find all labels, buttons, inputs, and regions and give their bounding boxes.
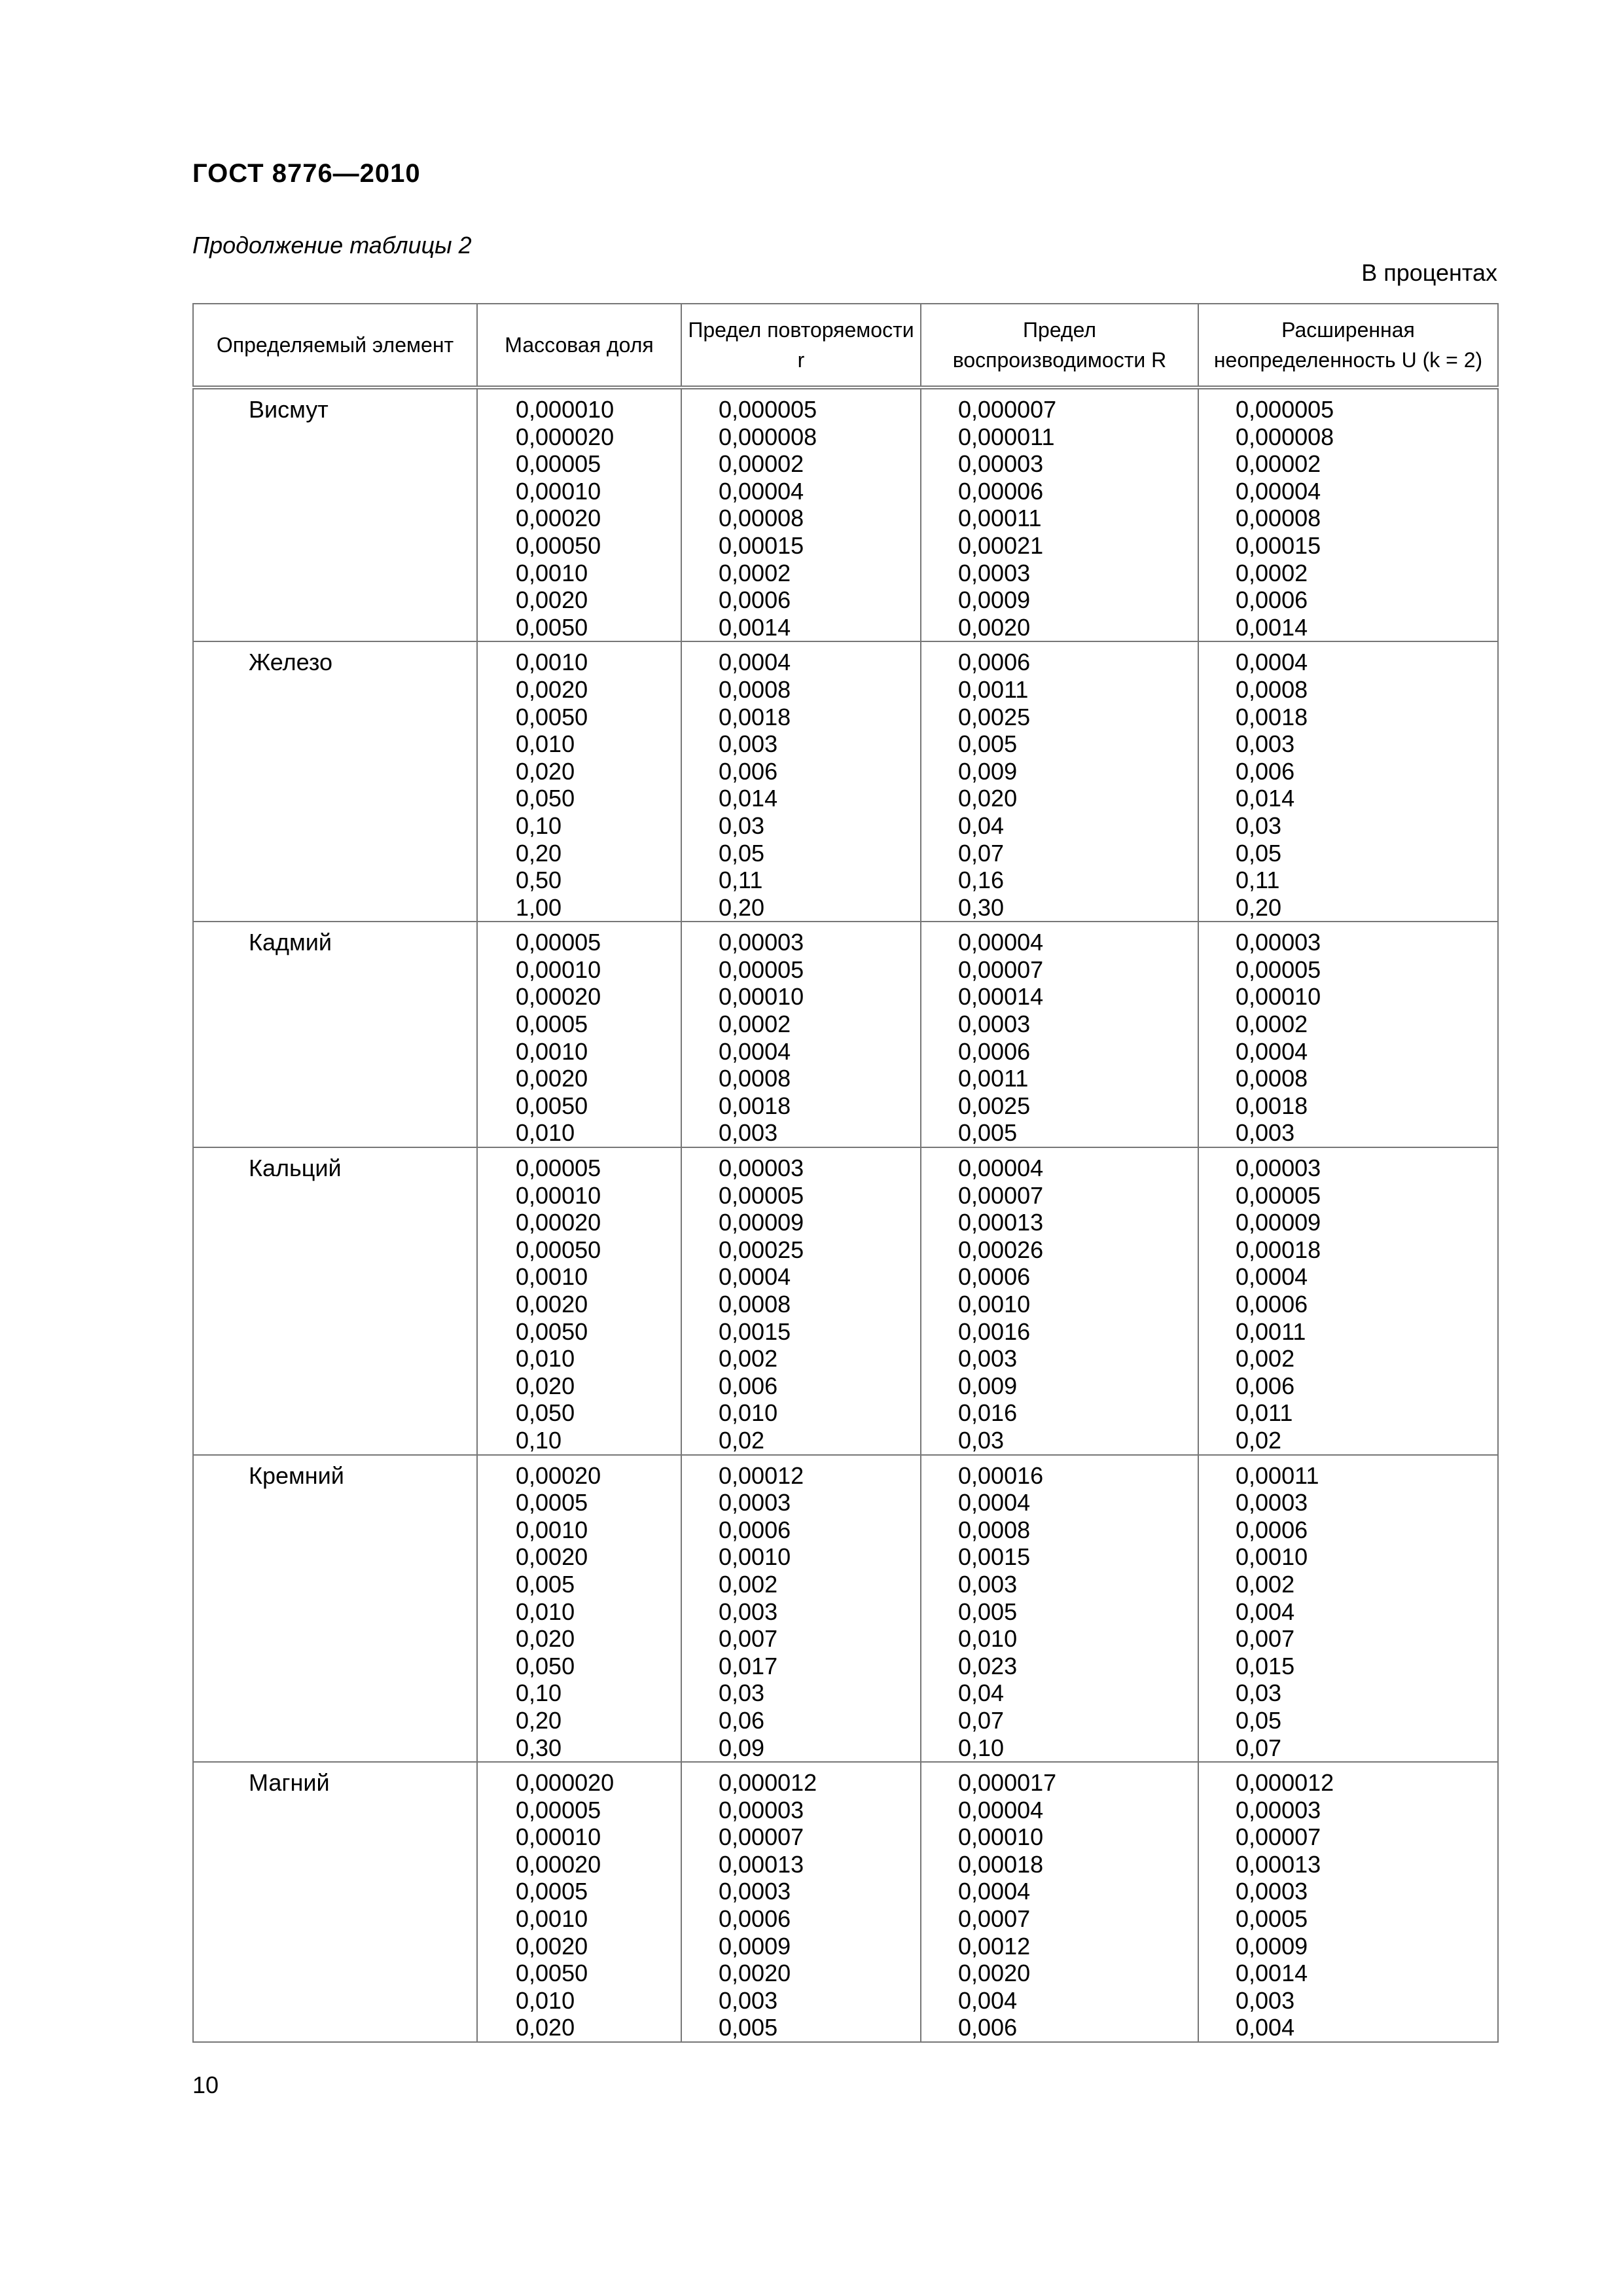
table-header-row: [193, 304, 1498, 387]
reproducibility-limit-value: 0,0025: [958, 1092, 1031, 1119]
repeatability-limit-value: 0,0004: [719, 1037, 791, 1065]
repeatability-limit-value: 0,0018: [719, 703, 791, 730]
mass-fraction-value: 0,00050: [516, 531, 601, 559]
reproducibility-limit-value: 0,00004: [958, 1155, 1044, 1182]
mass-fraction-value: 0,000020: [516, 423, 615, 450]
mass-fraction-value: 0,00005: [516, 450, 601, 478]
page-number: 10: [192, 2072, 219, 2098]
mass-fraction-value: 0,50: [516, 867, 562, 894]
expanded-uncertainty-value: 0,006: [1236, 757, 1295, 785]
units-note: В процентах: [1361, 259, 1497, 286]
mass-fraction-value: 0,0050: [516, 1092, 588, 1119]
mass-fraction-cell: [477, 1762, 681, 2042]
expanded-uncertainty-value: 0,002: [1236, 1345, 1295, 1372]
repeatability-limit-value: 0,003: [719, 1119, 778, 1147]
expanded-uncertainty-value: 0,00018: [1236, 1236, 1321, 1263]
mass-fraction-value: 0,0010: [516, 559, 588, 586]
mass-fraction-cell: [477, 922, 681, 1147]
reproducibility-limit-value: 0,07: [958, 1706, 1005, 1734]
repeatability-limit-value: 0,002: [719, 1345, 778, 1372]
mass-fraction-value: 0,010: [516, 1986, 575, 2014]
repeatability-limit-value: 0,006: [719, 1372, 778, 1399]
mass-fraction-value: 0,00020: [516, 983, 601, 1011]
mass-fraction-value: 0,020: [516, 2014, 575, 2041]
mass-fraction-value: 0,00010: [516, 477, 601, 505]
repeatability-limit-value: 0,00013: [719, 1850, 804, 1878]
element-name-cell: [193, 387, 477, 641]
mass-fraction-value: 0,000020: [516, 1769, 615, 1797]
expanded-uncertainty-value: 0,00004: [1236, 477, 1321, 505]
mass-fraction-value: 0,00005: [516, 1155, 601, 1182]
table-caption: Продолжение таблицы 2: [192, 232, 472, 259]
reproducibility-limit-value: 0,00016: [958, 1462, 1044, 1489]
expanded-uncertainty-value: 0,00003: [1236, 929, 1321, 956]
expanded-uncertainty-value: 0,000008: [1236, 423, 1334, 450]
mass-fraction-value: 0,00020: [516, 505, 601, 532]
repeatability-limit-value: 0,00008: [719, 505, 804, 532]
reproducibility-limit-value: 0,30: [958, 893, 1005, 921]
repeatability-limit-value: 0,000012: [719, 1769, 817, 1797]
expanded-uncertainty-value: 0,05: [1236, 1706, 1282, 1734]
mass-fraction-value: 0,000010: [516, 396, 615, 423]
repeatability-limit-cell: [681, 387, 921, 641]
reproducibility-limit-value: 0,0012: [958, 1932, 1031, 1960]
reproducibility-limit-value: 0,003: [958, 1345, 1018, 1372]
mass-fraction-value: 0,010: [516, 1119, 575, 1147]
expanded-uncertainty-value: 0,00015: [1236, 531, 1321, 559]
mass-fraction-cell: [477, 641, 681, 922]
repeatability-limit-value: 0,002: [719, 1570, 778, 1598]
expanded-uncertainty-value: 0,0005: [1236, 1905, 1308, 1933]
repeatability-limit-value: 0,00003: [719, 929, 804, 956]
mass-fraction-value: 0,020: [516, 1625, 575, 1653]
expanded-uncertainty-value: 0,0002: [1236, 1011, 1308, 1038]
reproducibility-limit-value: 0,00013: [958, 1209, 1044, 1236]
expanded-uncertainty-value: 0,007: [1236, 1625, 1295, 1653]
reproducibility-limit-value: 0,020: [958, 785, 1018, 812]
reproducibility-limit-value: 0,0025: [958, 703, 1031, 730]
column-header-repeatability: Предел повторяемости r: [681, 304, 921, 387]
expanded-uncertainty-value: 0,00008: [1236, 505, 1321, 532]
reproducibility-limit-value: 0,00021: [958, 531, 1044, 559]
expanded-uncertainty-value: 0,0002: [1236, 559, 1308, 586]
expanded-uncertainty-value: 0,00003: [1236, 1796, 1321, 1823]
repeatability-limit-value: 0,0008: [719, 1291, 791, 1318]
mass-fraction-value: 0,10: [516, 1426, 562, 1454]
expanded-uncertainty-value: 0,02: [1236, 1426, 1282, 1454]
repeatability-limit-value: 0,0015: [719, 1318, 791, 1345]
column-header-mass: Массовая доля: [477, 304, 681, 387]
column-header-reproducibility: Предел воспроизводимости R: [921, 304, 1198, 387]
repeatability-limit-value: 0,20: [719, 893, 765, 921]
expanded-uncertainty-value: 0,07: [1236, 1734, 1282, 1761]
expanded-uncertainty-value: 0,003: [1236, 1986, 1295, 2014]
expanded-uncertainty-value: 0,03: [1236, 812, 1282, 839]
mass-fraction-value: 0,00010: [516, 1823, 601, 1851]
repeatability-limit-value: 0,007: [719, 1625, 778, 1653]
reproducibility-limit-value: 0,04: [958, 812, 1005, 839]
expanded-uncertainty-value: 0,011: [1236, 1399, 1293, 1427]
data-table: [192, 303, 1499, 2043]
expanded-uncertainty-value: 0,05: [1236, 839, 1282, 867]
reproducibility-limit-value: 0,000017: [958, 1769, 1057, 1797]
reproducibility-limit-value: 0,00026: [958, 1236, 1044, 1263]
repeatability-limit-value: 0,00010: [719, 983, 804, 1011]
mass-fraction-value: 0,050: [516, 1652, 575, 1679]
reproducibility-limit-cell: [921, 1455, 1198, 1763]
repeatability-limit-value: 0,010: [719, 1399, 778, 1427]
expanded-uncertainty-value: 0,0004: [1236, 1037, 1308, 1065]
repeatability-limit-value: 0,00007: [719, 1823, 804, 1851]
mass-fraction-value: 0,10: [516, 1679, 562, 1707]
mass-fraction-value: 0,0020: [516, 1291, 588, 1318]
mass-fraction-value: 0,010: [516, 1345, 575, 1372]
expanded-uncertainty-value: 0,004: [1236, 1598, 1295, 1625]
reproducibility-limit-value: 0,0010: [958, 1291, 1031, 1318]
expanded-uncertainty-value: 0,00011: [1236, 1462, 1319, 1489]
document-code: ГОСТ 8776—2010: [192, 159, 421, 188]
table-row: [193, 922, 1498, 1147]
repeatability-limit-value: 0,05: [719, 839, 765, 867]
repeatability-limit-value: 0,0006: [719, 586, 791, 614]
reproducibility-limit-value: 0,0008: [958, 1516, 1031, 1543]
expanded-uncertainty-value: 0,0006: [1236, 1291, 1308, 1318]
mass-fraction-value: 0,20: [516, 1706, 562, 1734]
reproducibility-limit-value: 0,00011: [958, 505, 1042, 532]
repeatability-limit-cell: [681, 922, 921, 1147]
expanded-uncertainty-value: 0,0008: [1236, 675, 1308, 703]
column-header-element: Определяемый элемент: [193, 304, 477, 387]
expanded-uncertainty-value: 0,0018: [1236, 703, 1308, 730]
mass-fraction-value: 0,00050: [516, 1236, 601, 1263]
reproducibility-limit-value: 0,010: [958, 1625, 1018, 1653]
reproducibility-limit-value: 0,00014: [958, 983, 1044, 1011]
expanded-uncertainty-value: 0,003: [1236, 1119, 1295, 1147]
repeatability-limit-value: 0,003: [719, 1598, 778, 1625]
mass-fraction-value: 0,0010: [516, 1037, 588, 1065]
reproducibility-limit-value: 0,16: [958, 867, 1005, 894]
repeatability-limit-value: 0,003: [719, 730, 778, 758]
mass-fraction-cell: [477, 1147, 681, 1455]
reproducibility-limit-value: 0,0006: [958, 1037, 1031, 1065]
repeatability-limit-value: 0,09: [719, 1734, 765, 1761]
mass-fraction-cell: [477, 387, 681, 641]
repeatability-limit-value: 0,00004: [719, 477, 804, 505]
repeatability-limit-value: 0,0002: [719, 1011, 791, 1038]
expanded-uncertainty-cell: [1198, 1762, 1498, 2042]
expanded-uncertainty-value: 0,0004: [1236, 649, 1308, 676]
expanded-uncertainty-value: 0,0014: [1236, 613, 1308, 641]
reproducibility-limit-value: 0,0006: [958, 1263, 1031, 1291]
reproducibility-limit-value: 0,0004: [958, 1489, 1031, 1516]
expanded-uncertainty-value: 0,0009: [1236, 1932, 1308, 1960]
repeatability-limit-value: 0,03: [719, 812, 765, 839]
table-row: [193, 387, 1498, 641]
repeatability-limit-value: 0,0014: [719, 613, 791, 641]
mass-fraction-value: 0,020: [516, 757, 575, 785]
repeatability-limit-value: 0,00003: [719, 1155, 804, 1182]
reproducibility-limit-value: 0,03: [958, 1426, 1005, 1454]
expanded-uncertainty-value: 0,0008: [1236, 1065, 1308, 1092]
mass-fraction-value: 0,0010: [516, 1263, 588, 1291]
table-body: [193, 387, 1498, 2042]
expanded-uncertainty-cell: [1198, 1455, 1498, 1763]
expanded-uncertainty-value: 0,0010: [1236, 1543, 1308, 1571]
mass-fraction-value: 0,0050: [516, 1960, 588, 1987]
repeatability-limit-value: 0,00025: [719, 1236, 804, 1263]
mass-fraction-cell: [477, 1455, 681, 1763]
reproducibility-limit-cell: [921, 387, 1198, 641]
repeatability-limit-cell: [681, 1762, 921, 2042]
mass-fraction-value: 0,0010: [516, 1516, 588, 1543]
reproducibility-limit-value: 0,000007: [958, 396, 1057, 423]
reproducibility-limit-value: 0,0004: [958, 1878, 1031, 1905]
expanded-uncertainty-value: 0,006: [1236, 1372, 1295, 1399]
reproducibility-limit-value: 0,00003: [958, 450, 1044, 478]
expanded-uncertainty-value: 0,00007: [1236, 1823, 1321, 1851]
reproducibility-limit-value: 0,023: [958, 1652, 1018, 1679]
element-name-cell: [193, 641, 477, 922]
repeatability-limit-value: 0,00009: [719, 1209, 804, 1236]
repeatability-limit-value: 0,00012: [719, 1462, 804, 1489]
repeatability-limit-value: 0,0008: [719, 1065, 791, 1092]
repeatability-limit-value: 0,0020: [719, 1960, 791, 1987]
reproducibility-limit-value: 0,0003: [958, 1011, 1031, 1038]
table-row: [193, 1147, 1498, 1455]
mass-fraction-value: 0,0050: [516, 703, 588, 730]
expanded-uncertainty-value: 0,0004: [1236, 1263, 1308, 1291]
reproducibility-limit-value: 0,00010: [958, 1823, 1044, 1851]
reproducibility-limit-value: 0,004: [958, 1986, 1018, 2014]
expanded-uncertainty-cell: [1198, 387, 1498, 641]
mass-fraction-value: 0,20: [516, 839, 562, 867]
expanded-uncertainty-value: 0,00010: [1236, 983, 1321, 1011]
reproducibility-limit-cell: [921, 1147, 1198, 1455]
expanded-uncertainty-value: 0,00002: [1236, 450, 1321, 478]
reproducibility-limit-value: 0,0007: [958, 1905, 1031, 1933]
expanded-uncertainty-cell: [1198, 922, 1498, 1147]
expanded-uncertainty-value: 0,11: [1236, 867, 1280, 894]
repeatability-limit-value: 0,014: [719, 785, 778, 812]
repeatability-limit-cell: [681, 1455, 921, 1763]
mass-fraction-value: 0,00020: [516, 1209, 601, 1236]
mass-fraction-value: 0,020: [516, 1372, 575, 1399]
reproducibility-limit-value: 0,003: [958, 1570, 1018, 1598]
reproducibility-limit-value: 0,0003: [958, 559, 1031, 586]
reproducibility-limit-value: 0,0020: [958, 1960, 1031, 1987]
mass-fraction-value: 0,050: [516, 1399, 575, 1427]
repeatability-limit-value: 0,0003: [719, 1489, 791, 1516]
expanded-uncertainty-cell: [1198, 641, 1498, 922]
repeatability-limit-value: 0,03: [719, 1679, 765, 1707]
expanded-uncertainty-value: 0,0011: [1236, 1318, 1306, 1345]
reproducibility-limit-value: 0,009: [958, 757, 1018, 785]
element-name-cell: [193, 922, 477, 1147]
mass-fraction-value: 0,00010: [516, 1181, 601, 1209]
element-name: Магний: [249, 1769, 330, 1797]
expanded-uncertainty-value: 0,20: [1236, 893, 1282, 921]
expanded-uncertainty-value: 0,0014: [1236, 1960, 1308, 1987]
expanded-uncertainty-value: 0,004: [1236, 2014, 1295, 2041]
repeatability-limit-value: 0,02: [719, 1426, 765, 1454]
reproducibility-limit-value: 0,00018: [958, 1850, 1044, 1878]
repeatability-limit-value: 0,003: [719, 1986, 778, 2014]
mass-fraction-value: 0,0020: [516, 1932, 588, 1960]
expanded-uncertainty-value: 0,0003: [1236, 1878, 1308, 1905]
repeatability-limit-value: 0,06: [719, 1706, 765, 1734]
mass-fraction-value: 0,0020: [516, 1065, 588, 1092]
reproducibility-limit-cell: [921, 1762, 1198, 2042]
mass-fraction-value: 0,00005: [516, 929, 601, 956]
mass-fraction-value: 0,010: [516, 1598, 575, 1625]
repeatability-limit-value: 0,0006: [719, 1905, 791, 1933]
mass-fraction-value: 0,0005: [516, 1489, 588, 1516]
reproducibility-limit-cell: [921, 922, 1198, 1147]
mass-fraction-value: 0,00010: [516, 956, 601, 983]
repeatability-limit-value: 0,00002: [719, 450, 804, 478]
expanded-uncertainty-value: 0,00013: [1236, 1850, 1321, 1878]
repeatability-limit-value: 0,00015: [719, 531, 804, 559]
expanded-uncertainty-value: 0,014: [1236, 785, 1295, 812]
repeatability-limit-value: 0,0008: [719, 675, 791, 703]
repeatability-limit-value: 0,0006: [719, 1516, 791, 1543]
reproducibility-limit-value: 0,005: [958, 1119, 1018, 1147]
element-name: Кремний: [249, 1462, 344, 1489]
element-name: Железо: [249, 649, 332, 676]
expanded-uncertainty-value: 0,0006: [1236, 586, 1308, 614]
mass-fraction-value: 0,005: [516, 1570, 575, 1598]
expanded-uncertainty-cell: [1198, 1147, 1498, 1455]
reproducibility-limit-value: 0,0011: [958, 675, 1029, 703]
expanded-uncertainty-value: 0,00003: [1236, 1155, 1321, 1182]
table-row: [193, 1455, 1498, 1763]
mass-fraction-value: 0,010: [516, 730, 575, 758]
expanded-uncertainty-value: 0,0003: [1236, 1489, 1308, 1516]
repeatability-limit-value: 0,0004: [719, 1263, 791, 1291]
mass-fraction-value: 0,050: [516, 785, 575, 812]
reproducibility-limit-value: 0,0015: [958, 1543, 1031, 1571]
reproducibility-limit-value: 0,016: [958, 1399, 1018, 1427]
repeatability-limit-value: 0,005: [719, 2014, 778, 2041]
repeatability-limit-value: 0,006: [719, 757, 778, 785]
repeatability-limit-value: 0,0010: [719, 1543, 791, 1571]
mass-fraction-value: 0,00020: [516, 1850, 601, 1878]
reproducibility-limit-value: 0,00007: [958, 1181, 1044, 1209]
expanded-uncertainty-value: 0,002: [1236, 1570, 1295, 1598]
reproducibility-limit-value: 0,0016: [958, 1318, 1031, 1345]
reproducibility-limit-value: 0,0020: [958, 613, 1031, 641]
mass-fraction-value: 0,00020: [516, 1462, 601, 1489]
mass-fraction-value: 0,0010: [516, 1905, 588, 1933]
repeatability-limit-cell: [681, 641, 921, 922]
repeatability-limit-value: 0,11: [719, 867, 763, 894]
expanded-uncertainty-value: 0,00005: [1236, 956, 1321, 983]
repeatability-limit-value: 0,000005: [719, 396, 817, 423]
repeatability-limit-value: 0,0004: [719, 649, 791, 676]
repeatability-limit-value: 0,017: [719, 1652, 778, 1679]
element-name-cell: [193, 1455, 477, 1763]
mass-fraction-value: 0,0005: [516, 1011, 588, 1038]
repeatability-limit-value: 0,0002: [719, 559, 791, 586]
reproducibility-limit-value: 0,006: [958, 2014, 1018, 2041]
table-row: [193, 641, 1498, 922]
element-name: Кадмий: [249, 929, 332, 956]
repeatability-limit-value: 0,0009: [719, 1932, 791, 1960]
repeatability-limit-value: 0,0018: [719, 1092, 791, 1119]
reproducibility-limit-value: 0,0006: [958, 649, 1031, 676]
mass-fraction-value: 0,0020: [516, 675, 588, 703]
reproducibility-limit-value: 0,009: [958, 1372, 1018, 1399]
mass-fraction-value: 1,00: [516, 893, 562, 921]
repeatability-limit-value: 0,00003: [719, 1796, 804, 1823]
expanded-uncertainty-value: 0,03: [1236, 1679, 1282, 1707]
reproducibility-limit-cell: [921, 641, 1198, 922]
mass-fraction-value: 0,0010: [516, 649, 588, 676]
mass-fraction-value: 0,0020: [516, 586, 588, 614]
mass-fraction-value: 0,0005: [516, 1878, 588, 1905]
element-name: Кальций: [249, 1155, 342, 1182]
reproducibility-limit-value: 0,00004: [958, 929, 1044, 956]
repeatability-limit-value: 0,00005: [719, 956, 804, 983]
mass-fraction-value: 0,0050: [516, 613, 588, 641]
expanded-uncertainty-value: 0,0006: [1236, 1516, 1308, 1543]
column-header-uncertainty: Расширенная неопределенность U (k = 2): [1198, 304, 1498, 387]
expanded-uncertainty-value: 0,015: [1236, 1652, 1295, 1679]
reproducibility-limit-value: 0,10: [958, 1734, 1005, 1761]
mass-fraction-value: 0,10: [516, 812, 562, 839]
reproducibility-limit-value: 0,04: [958, 1679, 1005, 1707]
expanded-uncertainty-value: 0,003: [1236, 730, 1295, 758]
repeatability-limit-value: 0,000008: [719, 423, 817, 450]
mass-fraction-value: 0,00005: [516, 1796, 601, 1823]
reproducibility-limit-value: 0,00006: [958, 477, 1044, 505]
reproducibility-limit-value: 0,00007: [958, 956, 1044, 983]
expanded-uncertainty-value: 0,0018: [1236, 1092, 1308, 1119]
reproducibility-limit-value: 0,00004: [958, 1796, 1044, 1823]
mass-fraction-value: 0,30: [516, 1734, 562, 1761]
element-name-cell: [193, 1762, 477, 2042]
reproducibility-limit-value: 0,07: [958, 839, 1005, 867]
reproducibility-limit-value: 0,005: [958, 730, 1018, 758]
repeatability-limit-value: 0,0003: [719, 1878, 791, 1905]
mass-fraction-value: 0,0020: [516, 1543, 588, 1571]
expanded-uncertainty-value: 0,000005: [1236, 396, 1334, 423]
reproducibility-limit-value: 0,000011: [958, 423, 1055, 450]
expanded-uncertainty-value: 0,000012: [1236, 1769, 1334, 1797]
element-name-cell: [193, 1147, 477, 1455]
expanded-uncertainty-value: 0,00009: [1236, 1209, 1321, 1236]
table-row: [193, 1762, 1498, 2042]
element-name: Висмут: [249, 396, 329, 423]
mass-fraction-value: 0,0050: [516, 1318, 588, 1345]
repeatability-limit-value: 0,00005: [719, 1181, 804, 1209]
expanded-uncertainty-value: 0,00005: [1236, 1181, 1321, 1209]
reproducibility-limit-value: 0,005: [958, 1598, 1018, 1625]
reproducibility-limit-value: 0,0009: [958, 586, 1031, 614]
reproducibility-limit-value: 0,0011: [958, 1065, 1029, 1092]
repeatability-limit-cell: [681, 1147, 921, 1455]
